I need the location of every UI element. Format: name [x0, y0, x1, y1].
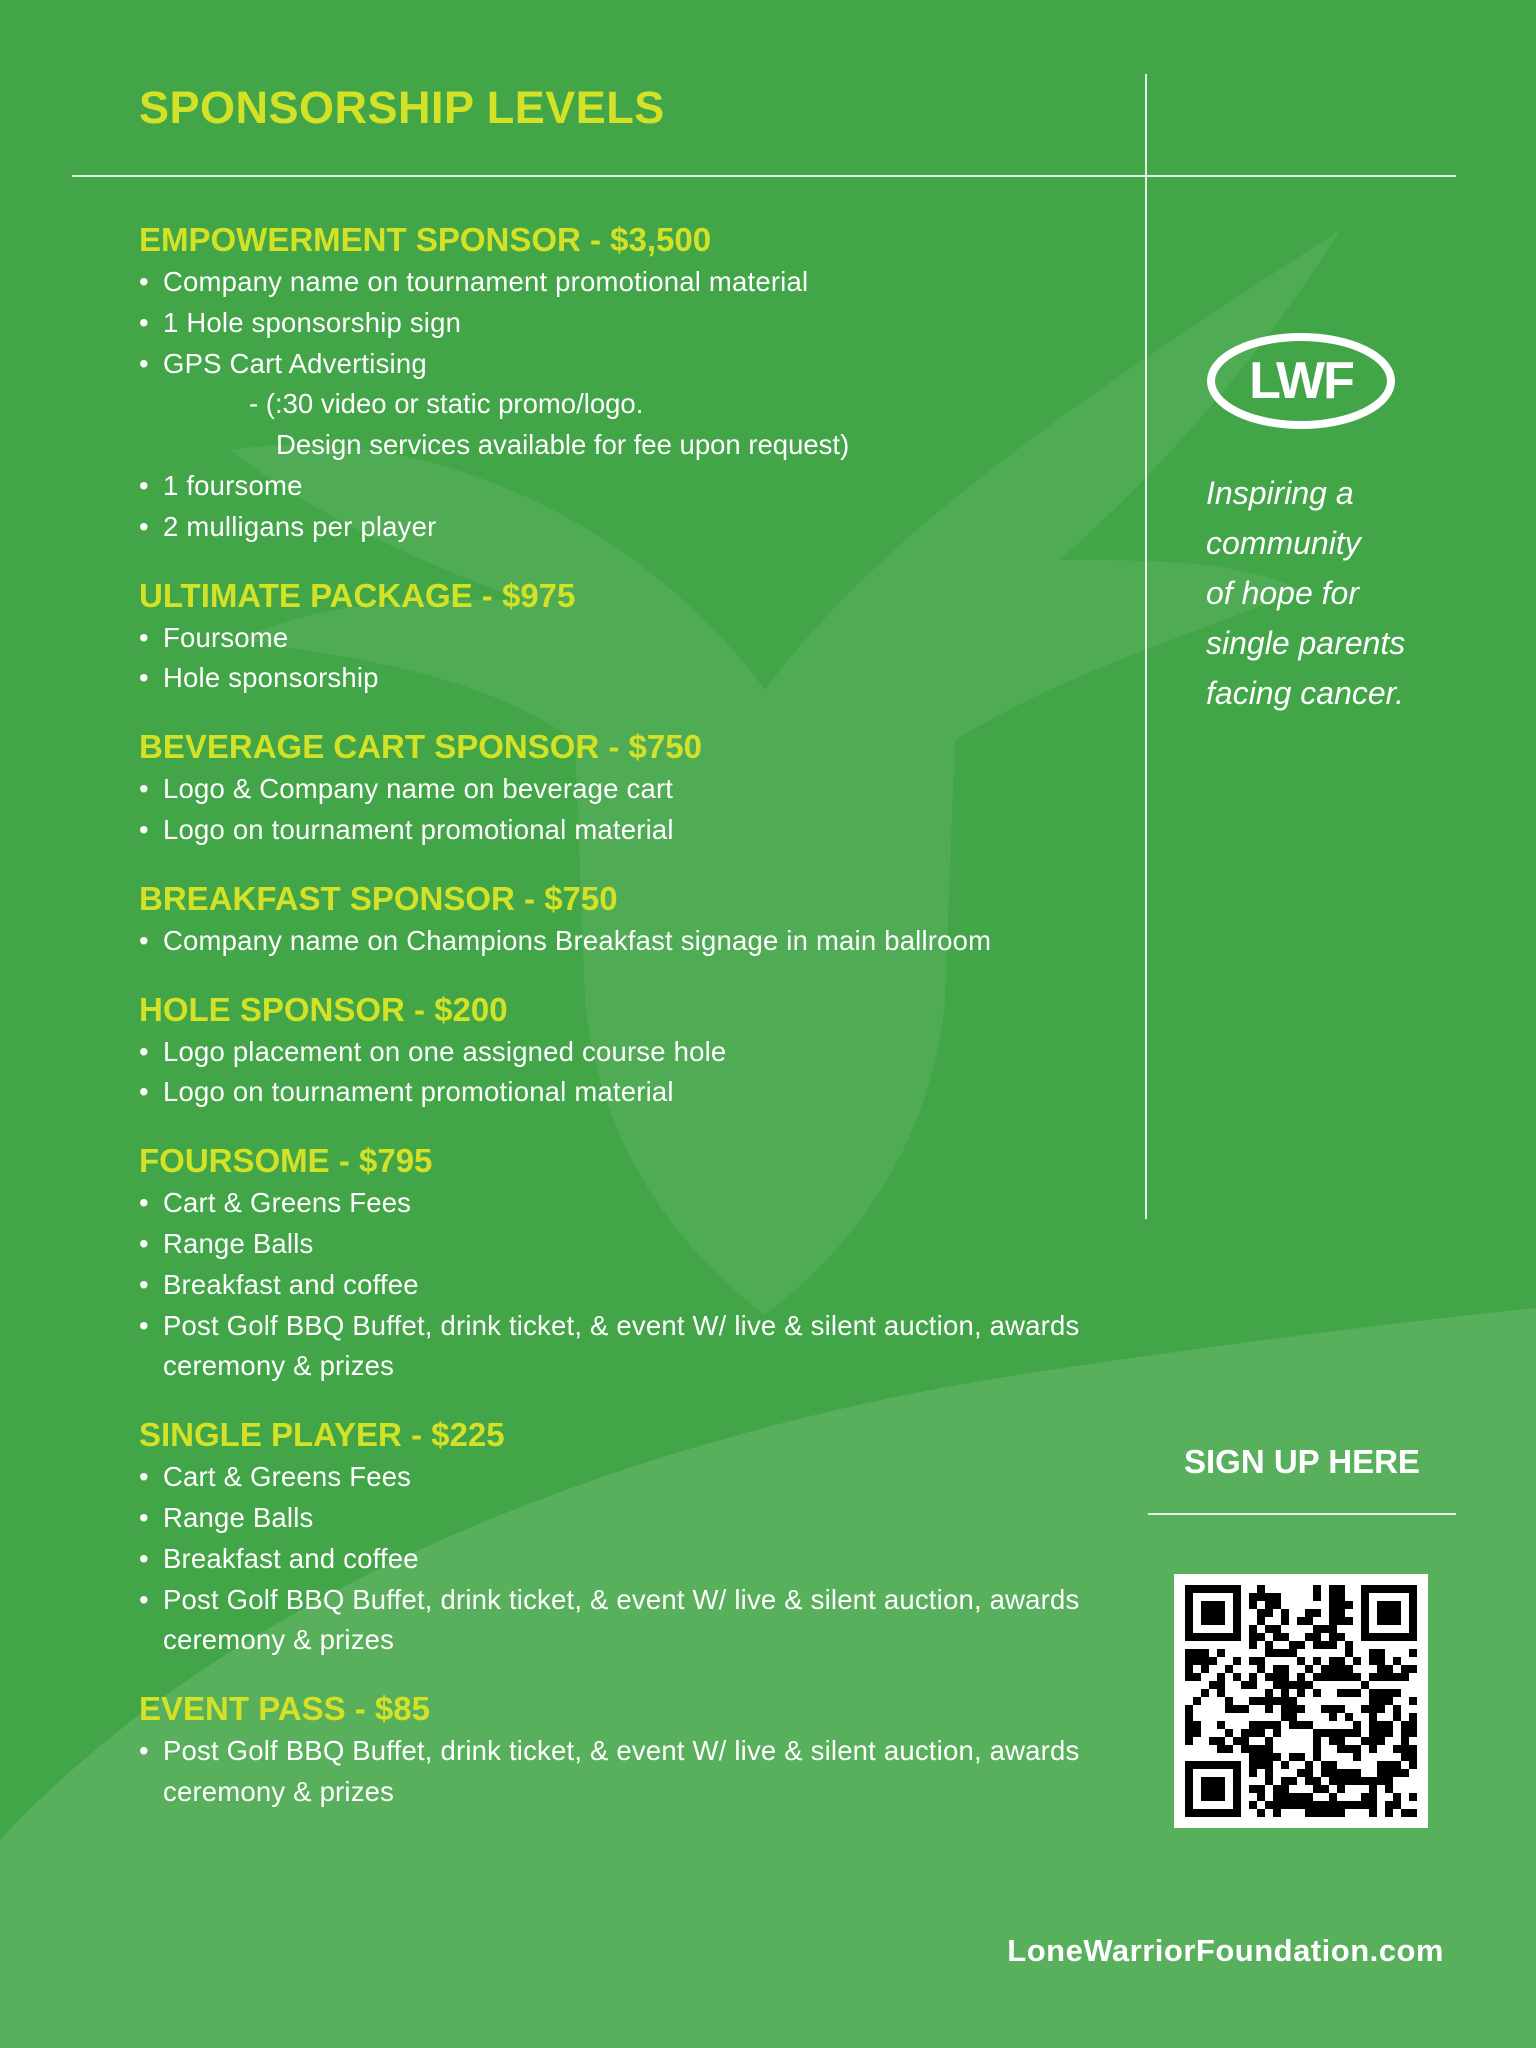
list-item: • Company name on tournament promotional material: [139, 262, 1099, 303]
level-title: ULTIMATE PACKAGE - $975: [139, 576, 576, 614]
tagline-line: Inspiring a: [1206, 475, 1354, 511]
sub-note-line: Design services available for fee upon request): [276, 429, 850, 461]
level-empowerment-sponsor: [139, 218, 1099, 548]
level-title: EVENT PASS - $85: [139, 1690, 430, 1728]
header-divider: [72, 175, 1456, 177]
list-item: • 1 foursome: [139, 466, 1099, 507]
tagline: [1206, 468, 1446, 718]
level-single-player: [139, 1413, 1099, 1661]
level-ultimate-package: [139, 574, 1099, 700]
level-title: SINGLE PLAYER - $225: [139, 1416, 505, 1454]
list-item: • Breakfast and coffee: [139, 1539, 1099, 1580]
list-item: • Logo placement on one assigned course hole: [139, 1032, 1099, 1073]
list-item: • Cart & Greens Fees: [139, 1183, 1099, 1224]
list-item: • Cart & Greens Fees: [139, 1457, 1099, 1498]
logo-text: LWF: [1249, 352, 1353, 410]
tagline-line: community: [1206, 525, 1361, 561]
tagline-line: single parents: [1206, 625, 1406, 661]
signup-divider: [1148, 1513, 1456, 1515]
list-item: • Logo & Company name on beverage cart: [139, 769, 1099, 810]
list-item: • Range Balls: [139, 1224, 1099, 1265]
qr-code-icon[interactable]: [1174, 1574, 1428, 1828]
level-title: EMPOWERMENT SPONSOR - $3,500: [139, 221, 712, 258]
tagline-line: of hope for: [1206, 575, 1359, 611]
list-item: • Foursome: [139, 618, 1099, 659]
level-hole-sponsor: [139, 988, 1099, 1114]
list-item: • Breakfast and coffee: [139, 1265, 1099, 1306]
sidebar-divider: [1145, 74, 1147, 1219]
list-item: • Range Balls: [139, 1498, 1099, 1539]
list-item: • Hole sponsorship: [139, 658, 1099, 699]
signup-heading: SIGN UP HERE: [1184, 1443, 1420, 1480]
level-beverage-cart-sponsor: [139, 725, 1099, 851]
level-title: FOURSOME - $795: [139, 1142, 433, 1180]
sub-note: [139, 384, 1099, 466]
level-event-pass: [139, 1687, 1099, 1813]
page-title: SPONSORSHIP LEVELS: [139, 82, 665, 133]
sub-note-line: - (:30 video or static promo/logo.: [249, 388, 644, 420]
website-link[interactable]: LoneWarriorFoundation.com: [1007, 1933, 1444, 1968]
level-title: BREAKFAST SPONSOR - $750: [139, 879, 618, 917]
list-item: • Post Golf BBQ Buffet, drink ticket, & event W/ live & silent auction, awards ceremony & prizes: [139, 1306, 1099, 1388]
level-foursome: [139, 1139, 1099, 1387]
list-item: • Logo on tournament promotional material: [139, 810, 1099, 851]
list-item: • Post Golf BBQ Buffet, drink ticket, & event W/ live & silent auction, awards ceremony & prizes: [139, 1580, 1099, 1662]
level-title: BEVERAGE CART SPONSOR - $750: [139, 728, 702, 766]
list-item: • 2 mulligans per player: [139, 507, 1099, 548]
sponsorship-levels: [139, 218, 1099, 1839]
qr-code-graphic: [1185, 1585, 1417, 1817]
list-item: • Company name on Champions Breakfast signage in main ballroom: [139, 921, 1099, 962]
tagline-line: facing cancer.: [1206, 675, 1405, 711]
level-title: HOLE SPONSOR - $200: [139, 990, 508, 1028]
lwf-logo: [1206, 332, 1396, 430]
list-item: • GPS Cart Advertising: [139, 344, 1099, 385]
level-breakfast-sponsor: [139, 877, 1099, 962]
list-item: • Logo on tournament promotional material: [139, 1072, 1099, 1113]
list-item: • 1 Hole sponsorship sign: [139, 303, 1099, 344]
list-item: • Post Golf BBQ Buffet, drink ticket, & event W/ live & silent auction, awards ceremony & prizes: [139, 1731, 1099, 1813]
